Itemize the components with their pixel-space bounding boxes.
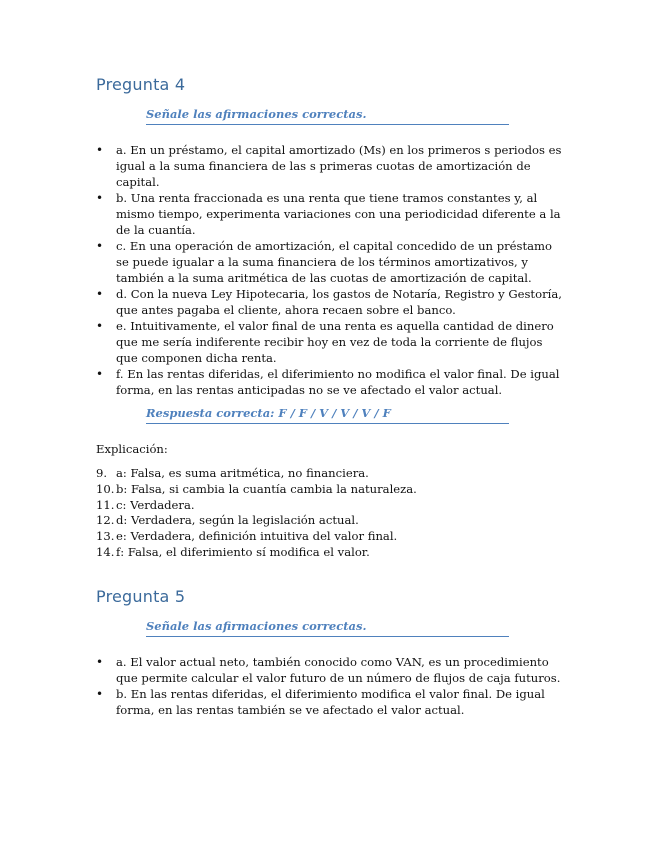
question-5-subtitle: Señale las afirmaciones correctas. xyxy=(146,619,509,637)
question-5-heading: Pregunta 5 xyxy=(96,587,186,606)
explanation-text: f: Falsa, el diferimiento sí modifica el valor. xyxy=(116,544,370,559)
question-4-subtitle: Señale las afirmaciones correctas. xyxy=(146,107,509,125)
explanation-number: 12. xyxy=(96,513,115,528)
question-4-heading: Pregunta 4 xyxy=(96,75,186,94)
explanation-text: d: Verdadera, según la legislación actual. xyxy=(116,513,359,528)
explanation-label: Explicación: xyxy=(96,442,168,456)
option-b: • b. Una renta fraccionada es una renta que tiene tramos constantes y, al mismo tiempo, experimenta variaciones con una periodicidad diferente a la de la cuantía. xyxy=(96,190,566,238)
question-4-answer: Respuesta correcta: F / F / V / V / V / F xyxy=(146,406,509,424)
explanation-item xyxy=(96,545,566,561)
explanation-number: 13. xyxy=(96,529,115,544)
option-b: • b. En las rentas diferidas, el diferimiento modifica el valor final. De igual forma, en las rentas también se ve afectado el valor actual. xyxy=(96,686,566,718)
explanation-number: 11. xyxy=(96,497,115,512)
explanation-item xyxy=(96,498,566,514)
explanation-number: 14. xyxy=(96,544,115,559)
question-4-options xyxy=(96,142,566,398)
option-d: • d. Con la nueva Ley Hipotecaria, los gastos de Notaría, Registro y Gestoría, que antes pagaba el cliente, ahora recaen sobre el banco. xyxy=(96,286,566,318)
option-e: • e. Intuitivamente, el valor final de una renta es aquella cantidad de dinero que me sería indiferente recibir hoy en vez de toda la corriente de flujos que componen dicha renta. xyxy=(96,318,566,366)
explanation-text: c: Verdadera. xyxy=(116,497,195,512)
explanation-text: a: Falsa, es suma aritmética, no financiera. xyxy=(116,466,369,480)
explanation-item xyxy=(96,482,566,498)
option-f: • f. En las rentas diferidas, el diferimiento no modifica el valor final. De igual forma, en las rentas anticipadas no se ve afectado el valor actual. xyxy=(96,366,566,398)
option-c: • c. En una operación de amortización, el capital concedido de un préstamo se puede igualar a la suma financiera de los términos amortizativos, y también a la suma aritmética de las cuotas de amortización de capital. xyxy=(96,238,566,286)
option-a: • a. El valor actual neto, también conocido como VAN, es un procedimiento que permite calcular el valor futuro de un número de flujos de caja futuros. xyxy=(96,654,566,686)
explanation-item xyxy=(96,529,566,545)
explanation-list xyxy=(96,466,566,561)
option-a: • a. En un préstamo, el capital amortizado (Ms) en los primeros s periodos es igual a la suma financiera de las s primeras cuotas de amortización de capital. xyxy=(96,142,566,190)
explanation-item xyxy=(96,513,566,529)
explanation-text: b: Falsa, si cambia la cuantía cambia la naturaleza. xyxy=(116,481,417,496)
explanation-number: 10. xyxy=(96,481,115,496)
question-5-options xyxy=(96,654,566,718)
explanation-item xyxy=(96,466,566,482)
explanation-number: 9. xyxy=(96,466,108,480)
explanation-text: e: Verdadera, definición intuitiva del valor final. xyxy=(116,529,398,544)
